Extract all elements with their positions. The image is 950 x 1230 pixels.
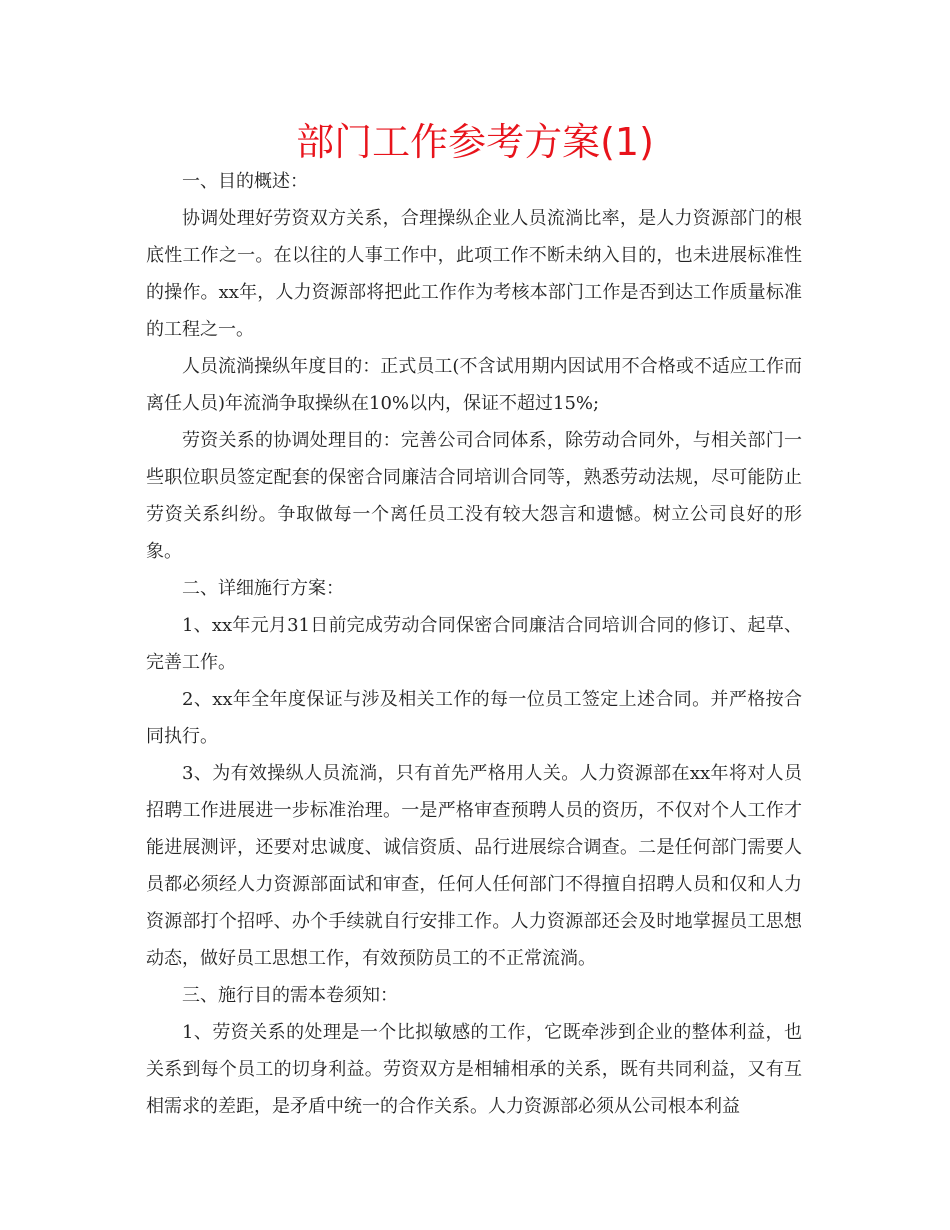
paragraph: 协调处理好劳资双方关系，合理操纵企业人员流淌比率，是人力资源部门的根底性工作之一。在以往的人事工作中，此项工作不断未纳入目的，也未进展标准性的操作。xx年，人力资源部将把此工作作为考核本部门工作是否到达工作质量标准的工程之一。 [146,208,802,340]
paragraph: 3、为有效操纵人员流淌，只有首先严格用人关。人力资源部在xx年将对人员招聘工作进展进一步标准治理。一是严格审查预聘人员的资历，不仅对个人工作才能进展测评，还要对忠诚度、诚信资质、品行进展综合调查。二是任何部门需要人员都必须经人力资源部面试和审查，任何人任何部门不得擅自招聘人员和仅和人力资源部打个招呼、办个手续就自行安排工作。人力资源部还会及时地掌握员工思想动态，做好员工思想工作，有效预防员工的不正常流淌。 [146,763,802,969]
section-heading-3: 三、施行目的需本卷须知： [182,985,398,1006]
document-title: 部门工作参考方案(1) [296,120,654,164]
paragraph: 1、劳资关系的处理是一个比拟敏感的工作，它既牵涉到企业的整体利益，也关系到每个员工的切身利益。劳资双方是相辅相承的关系，既有共同利益，又有互相需求的差距，是矛盾中统一的合作关系。人力资源部必须从公司根本利益 [146,1022,802,1117]
section-heading-1: 一、目的概述： [182,171,308,192]
paragraph: 人员流淌操纵年度目的：正式员工(不含试用期内因试用不合格或不适应工作而离任人员)年流淌争取操纵在10%以内，保证不超过15%; [146,356,802,414]
document-body [146,163,802,1125]
paragraph: 劳资关系的协调处理目的：完善公司合同体系，除劳动合同外，与相关部门一些职位职员签定配套的保密合同廉洁合同培训合同等，熟悉劳动法规，尽可能防止劳资关系纠纷。争取做每一个离任员工没有较大怨言和遗憾。树立公司良好的形象。 [146,430,802,562]
paragraph: 2、xx年全年度保证与涉及相关工作的每一位员工签定上述合同。并严格按合同执行。 [146,689,802,747]
section-heading-2: 二、详细施行方案： [182,578,344,599]
paragraph: 1、xx年元月31日前完成劳动合同保密合同廉洁合同培训合同的修订、起草、完善工作。 [146,615,802,673]
